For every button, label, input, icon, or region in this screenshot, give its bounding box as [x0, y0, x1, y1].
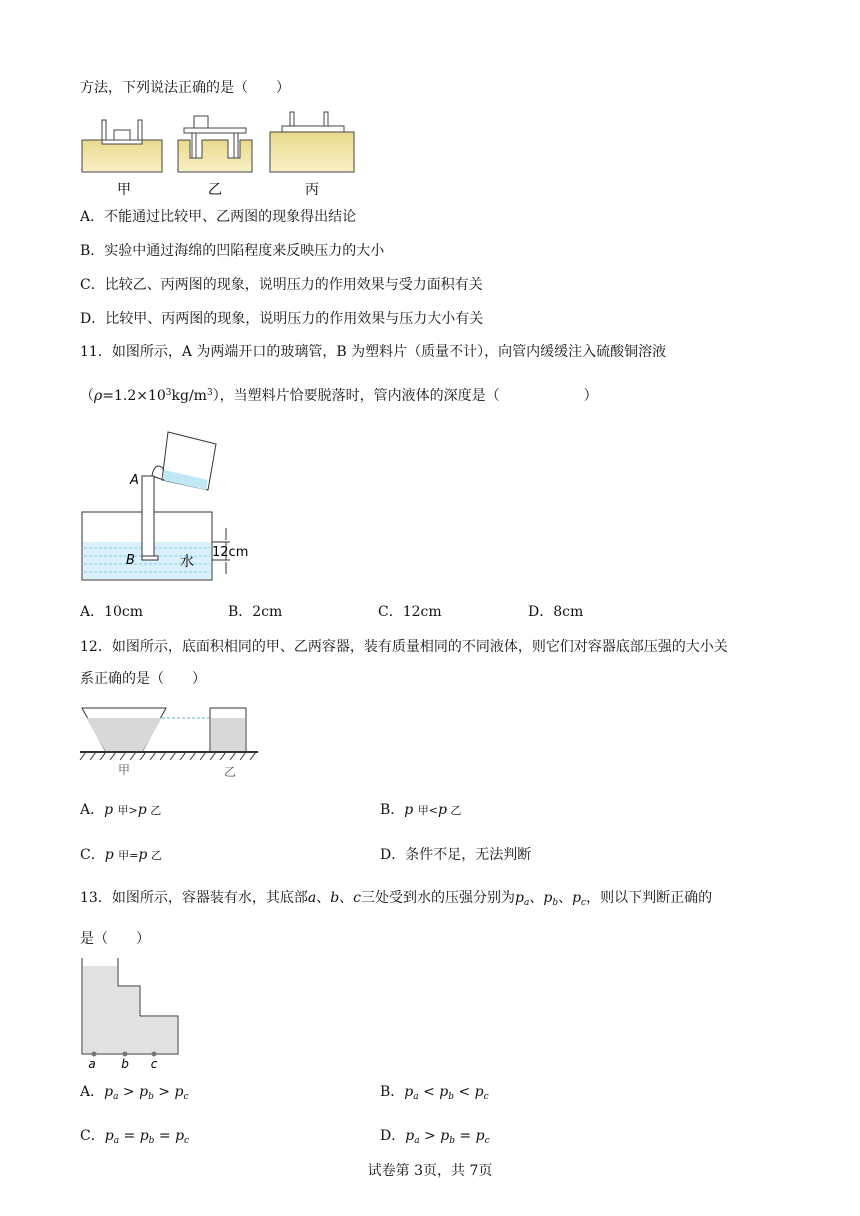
sponge-bing: [270, 112, 354, 172]
label-a: A: [130, 473, 139, 488]
q12-stem-line2: 系正确的是（ ）: [80, 671, 206, 687]
q11-stem-line1: 11．如图所示，A 为两端开口的玻璃管，B 为塑料片（质量不计），向管内缓缓注入硫酸铜溶液: [80, 344, 667, 360]
q13-step-container-figure: [80, 958, 190, 1070]
q11-option-a: A．10cm: [80, 604, 144, 620]
page-footer: 试卷第 3页，共 7页: [367, 1163, 493, 1179]
q13-label-a: a: [88, 1057, 96, 1071]
q10-fig-label-yi: 乙: [208, 182, 222, 198]
q12-option-a: A．p 甲>p 乙: [80, 802, 162, 818]
q11-option-c: C．12cm: [378, 604, 442, 620]
pouring-beaker: [152, 432, 216, 490]
q12-container-figure: [80, 704, 260, 780]
q13-label-c: c: [150, 1057, 158, 1071]
label-depth: 12cm: [212, 545, 249, 560]
q10-option-d: D．比较甲、丙两图的现象，说明压力的作用效果与压力大小有关: [80, 311, 484, 327]
q10-fig-label-bing: 丙: [305, 182, 319, 198]
q10-option-c: C．比较乙、丙两图的现象，说明压力的作用效果与受力面积有关: [80, 277, 483, 293]
q13-option-c: C．$p_a = p_b = p_c$: [80, 1128, 190, 1146]
q12-fig-label-yi: 乙: [223, 765, 237, 779]
q11-option-d: D．8cm: [528, 604, 584, 620]
q13-stem-line2: 是（ ）: [80, 931, 150, 947]
label-water: 水: [180, 554, 194, 570]
density-symbol: ρ: [94, 388, 103, 404]
q10-fig-label-jia: 甲: [117, 182, 131, 198]
label-b: B: [126, 553, 135, 568]
q12-fig-label-jia: 甲: [117, 763, 131, 777]
q12-stem-line1: 12．如图所示，底面积相同的甲、乙两容器，装有质量相同的不同液体，则它们对容器底部压强的大小关: [80, 639, 728, 655]
q13-option-d: D．$p_a > p_b = p_c$: [380, 1128, 490, 1146]
q13-stem-line1: 13．如图所示，容器装有水，其底部a、b、c三处受到水的压强分别为$p_a$、$p_b$、$p_c$，则以下判断正确的: [80, 890, 713, 908]
q11-option-b: B．2cm: [228, 604, 283, 620]
q10-sponge-figure: [80, 112, 362, 200]
q10-option-b: B．实验中通过海绵的凹陷程度来反映压力的大小: [80, 243, 385, 259]
q13-option-a: A．$p_a > p_b > p_c$: [80, 1084, 189, 1102]
sponge-yi: [178, 116, 252, 172]
q12-option-c: C．p 甲=p 乙: [80, 847, 162, 863]
q11-tube-figure: [80, 424, 250, 584]
q13-label-b: b: [121, 1057, 129, 1071]
q12-option-d: D．条件不足，无法判断: [380, 847, 532, 863]
sponge-jia: [82, 120, 162, 172]
q10-option-a: A．不能通过比较甲、乙两图的现象得出结论: [80, 209, 357, 225]
q11-stem-line2: $(\rho=1.2\times 10^3kg/m^3)$，当塑料片恰要脱落时，管内液体的深度是（ ）: [80, 388, 598, 404]
q10-stem-tail: 方法，下列说法正确的是（ ）: [80, 80, 290, 96]
q13-option-b: B．$p_a < p_b < p_c$: [380, 1084, 489, 1102]
q12-option-b: B．p 甲<p 乙: [380, 802, 462, 818]
